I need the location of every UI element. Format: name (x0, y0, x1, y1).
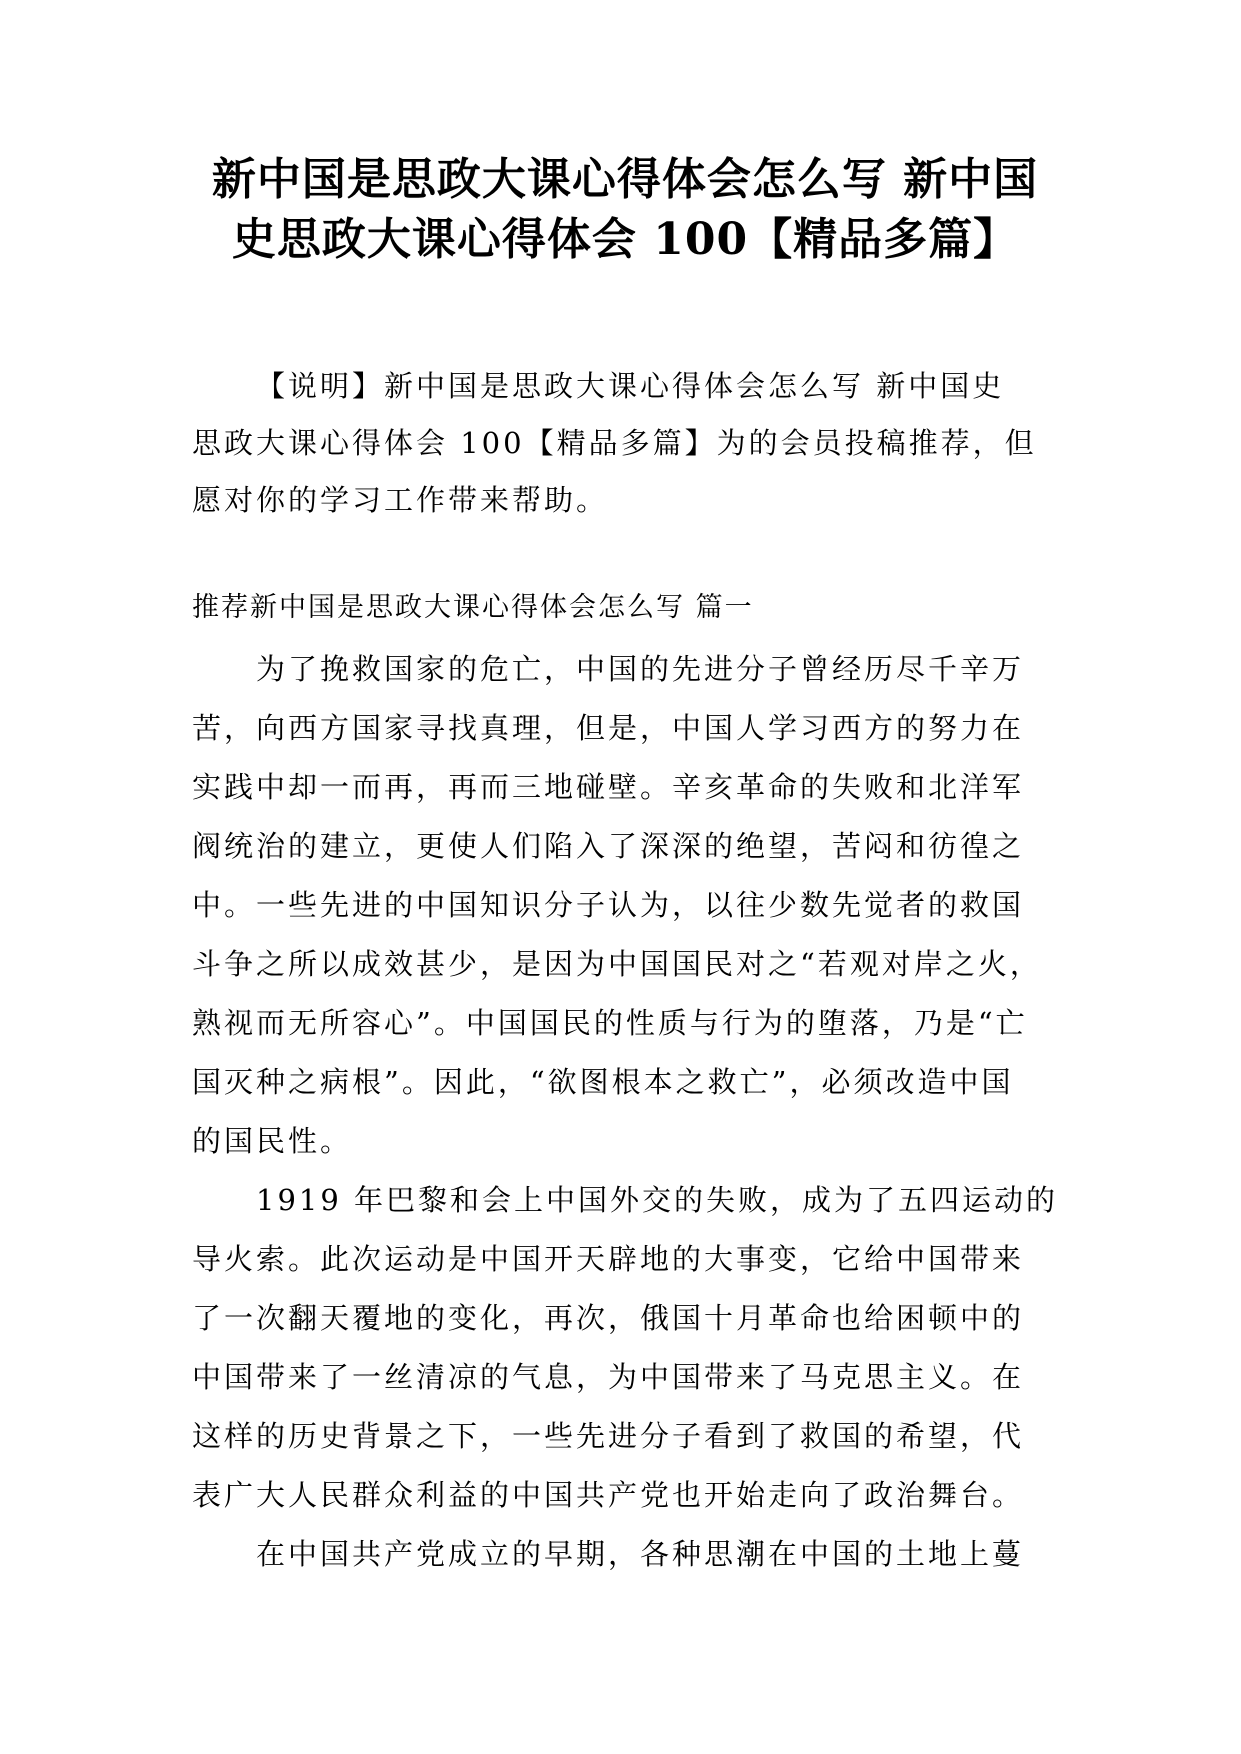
body-line: 1919 年巴黎和会上中国外交的失败，成为了五四运动的 (256, 1183, 1059, 1217)
body-line: 国灭种之病根”。因此，“欲图根本之救亡”，必须改造中国 (192, 1065, 1014, 1099)
title-line: 新中国是思政大课心得体会怎么写 新中国 (211, 154, 1039, 205)
body-line: 在中国共产党成立的早期，各种思潮在中国的土地上蔓 (256, 1537, 1025, 1571)
intro-line: 【说明】新中国是思政大课心得体会怎么写 新中国史 (256, 369, 1005, 403)
document-title (190, 150, 1060, 270)
body-line: 了一次翻天覆地的变化，再次，俄国十月革命也给困顿中的 (192, 1301, 1025, 1335)
intro-line: 思政大课心得体会 100【精品多篇】为的会员投稿推荐，但 (192, 426, 1037, 460)
body-line: 熟视而无所容心”。中国国民的性质与行为的堕落，乃是“亡 (192, 1006, 1028, 1040)
body-line: 苦，向西方国家寻找真理，但是，中国人学习西方的努力在 (192, 711, 1025, 745)
body-line: 斗争之所以成效甚少，是因为中国国民对之“若观对岸之火， (192, 947, 1042, 981)
body-line: 的国民性。 (192, 1124, 353, 1158)
intro-paragraph (192, 358, 1062, 529)
body-line: 导火索。此次运动是中国开天辟地的大事变，它给中国带来 (192, 1242, 1025, 1276)
section-heading: 推荐新中国是思政大课心得体会怎么写 篇一 (192, 592, 754, 623)
body-line: 中。一些先进的中国知识分子认为，以往少数先觉者的救国 (192, 888, 1025, 922)
body-line: 中国带来了一丝清凉的气息，为中国带来了马克思主义。在 (192, 1360, 1025, 1394)
body-line: 这样的历史背景之下，一些先进分子看到了救国的希望，代 (192, 1419, 1025, 1453)
title-line: 史思政大课心得体会 100【精品多篇】 (231, 214, 1019, 265)
body-line: 表广大人民群众利益的中国共产党也开始走向了政治舞台。 (192, 1478, 1025, 1512)
body-line: 实践中却一而再，再而三地碰壁。辛亥革命的失败和北洋军 (192, 770, 1025, 804)
body-paragraphs (192, 640, 1062, 1584)
body-line: 阀统治的建立，更使人们陷入了深深的绝望，苦闷和彷徨之 (192, 829, 1025, 863)
body-line: 为了挽救国家的危亡，中国的先进分子曾经历尽千辛万 (256, 652, 1025, 686)
intro-line: 愿对你的学习工作带来帮助。 (192, 483, 609, 517)
